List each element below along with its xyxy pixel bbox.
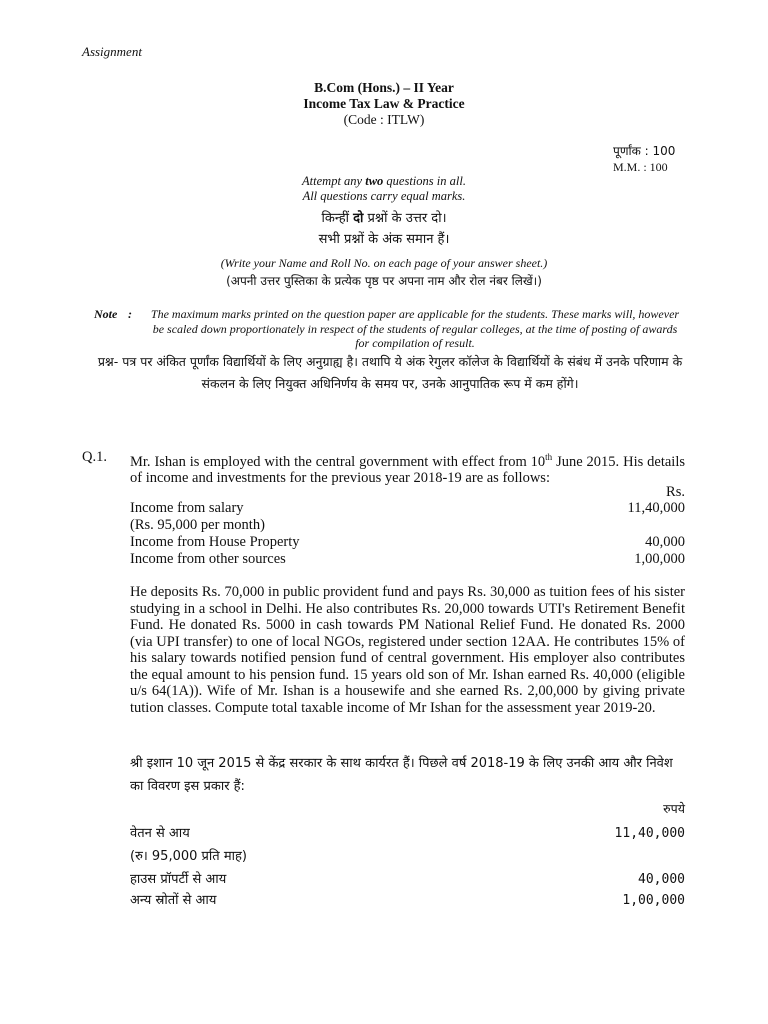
income-row: (Rs. 95,000 per month)	[130, 517, 265, 533]
note-hindi: प्रश्न- पत्र पर अंकित पूर्णांक विद्यार्थियों के लिए अनुग्राह्य है। तथापि ये अंक रेगुलर कॉलेज के विद्यार्थियों के संबंध में उनके परिणाम के संकलन के लिए नियुक्त अधिनिर्णय के समय पर, उनके आनुपातिक रूप में कम होंगे।	[97, 354, 683, 391]
currency-header-hindi: रुपये	[663, 801, 685, 816]
question-intro-hindi: श्री इशान 10 जून 2015 से केंद्र सरकार के साथ कार्यरत हैं। पिछले वर्ष 2018-19 के लिए उनकी आय और निवेश का विवरण इस प्रकार हैं:	[130, 756, 673, 794]
income-row-hindi: (रु। 95,000 प्रति माह)	[130, 849, 247, 864]
course-code: (Code : ITLW)	[343, 112, 425, 127]
note-label: Note	[94, 307, 118, 321]
instruction-equal-marks-hindi: सभी प्रश्नों के अंक समान हैं।	[318, 232, 450, 247]
currency-header: Rs.	[666, 484, 685, 500]
income-row: Income from salary 11,40,000	[130, 500, 685, 516]
instruction-attempt: Attempt any two questions in all.	[302, 174, 466, 188]
note-text: The maximum marks printed on the question paper are applicable for the students. These marks will, however be scaled down proportionately in respect of the students of regular colleges, at the time of posting of awards for compilation of result.	[150, 307, 680, 350]
income-row-hindi: हाउस प्रॉपर्टी से आय 40,000	[130, 872, 685, 887]
max-marks: M.M. : 100	[613, 160, 668, 174]
instruction-equal-marks: All questions carry equal marks.	[302, 189, 466, 203]
question-number: Q.1.	[82, 449, 107, 465]
income-row-hindi: वेतन से आय 11,40,000	[130, 826, 685, 841]
max-marks-hindi: पूर्णांक : 100	[613, 144, 676, 158]
instruction-name-roll-hindi: (अपनी उत्तर पुस्तिका के प्रत्येक पृष्ठ पर अपना नाम और रोल नंबर लिखें।)	[226, 274, 542, 288]
assignment-label: Assignment	[82, 44, 142, 59]
question-details: He deposits Rs. 70,000 in public provident fund and pays Rs. 30,000 as tuition fees of his sister studying in a school in Delhi. He also contributes Rs. 20,000 towards UTI's Retirement Benefit Fund. He donated Rs. 5000 in cash towards PM National Relief Fund. He donated Rs. 2000 (via UPI transfer) to one of local NGOs, registered under section 12AA. He contributes 15% of his salary towards notified pension fund of central government. His employer also contributes the equal amount to his pension fund. 15 years old son of Mr. Ishan earned Rs. 40,000 (eligible u/s 64(1A)). Wife of Mr. Ishan is a housewife and she earned Rs. 2,00,000 by giving private tution classes. Compute total taxable income of Mr Ishan for the assessment year 2019-20.	[130, 584, 685, 716]
question-intro: Mr. Ishan is employed with the central government with effect from 10th June 2015. His details of income and investments for the previous year 2018-19 are as follows:	[130, 452, 685, 487]
course-title: B.Com (Hons.) – II Year	[314, 80, 454, 95]
income-row: Income from other sources 1,00,000	[130, 551, 685, 567]
income-row: Income from House Property 40,000	[130, 534, 685, 550]
marks-block	[613, 143, 675, 175]
instruction-name-roll: (Write your Name and Roll No. on each page of your answer sheet.)	[220, 256, 548, 270]
instruction-attempt-hindi: किन्हीं दो प्रश्नों के उत्तर दो।	[321, 211, 447, 226]
income-row-hindi: अन्य स्रोतों से आय 1,00,000	[130, 893, 685, 908]
subject-title: Income Tax Law & Practice	[303, 96, 465, 111]
note-colon: :	[128, 307, 132, 321]
